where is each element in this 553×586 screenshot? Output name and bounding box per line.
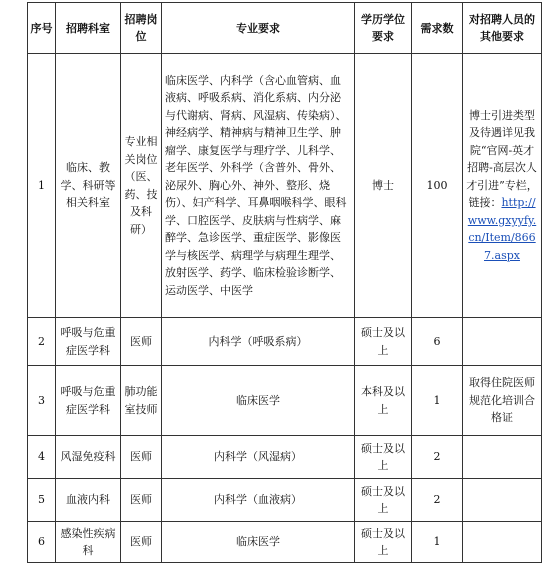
table-row — [28, 522, 542, 563]
cell-position: 医师 — [121, 522, 162, 563]
cell-seq: 3 — [28, 366, 56, 436]
cell-other — [463, 318, 542, 366]
header-education: 学历学位要求 — [355, 3, 412, 54]
table-row — [28, 436, 542, 479]
cell-dept: 感染性疾病科 — [56, 522, 121, 563]
cell-other — [463, 479, 542, 522]
cell-education: 本科及以上 — [355, 366, 412, 436]
header-position: 招聘岗位 — [121, 3, 162, 54]
cell-education: 硕士及以上 — [355, 318, 412, 366]
cell-dept: 风湿免疫科 — [56, 436, 121, 479]
cell-education: 硕士及以上 — [355, 436, 412, 479]
header-count: 需求数 — [412, 3, 463, 54]
cell-major: 内科学（呼吸系病） — [162, 318, 355, 366]
cell-position: 医师 — [121, 436, 162, 479]
cell-other — [463, 436, 542, 479]
cell-education: 博士 — [355, 54, 412, 318]
table-row — [28, 366, 542, 436]
cell-seq: 1 — [28, 54, 56, 318]
cell-dept: 临床、教学、科研等相关科室 — [56, 54, 121, 318]
recruitment-link[interactable]: http://www.gxyyfy.cn/Item/8667.aspx — [467, 196, 537, 262]
cell-dept: 血液内科 — [56, 479, 121, 522]
header-other: 对招聘人员的其他要求 — [463, 3, 542, 54]
cell-count: 2 — [412, 436, 463, 479]
cell-education: 硕士及以上 — [355, 522, 412, 563]
cell-dept: 呼吸与危重症医学科 — [56, 366, 121, 436]
table-row — [28, 54, 542, 318]
cell-position: 肺功能室技师 — [121, 366, 162, 436]
table-row — [28, 318, 542, 366]
cell-other: 取得住院医师规范化培训合格证 — [463, 366, 542, 436]
header-major: 专业要求 — [162, 3, 355, 54]
cell-count: 6 — [412, 318, 463, 366]
cell-education: 硕士及以上 — [355, 479, 412, 522]
cell-position: 专业相关岗位（医、药、技及科研） — [121, 54, 162, 318]
cell-major: 内科学（血液病） — [162, 479, 355, 522]
cell-dept: 呼吸与危重症医学科 — [56, 318, 121, 366]
cell-count: 1 — [412, 366, 463, 436]
recruitment-table-frame — [27, 2, 542, 563]
other-requirement-text: 博士引进类型及待遇详见我院“官网-英才招聘-高层次人才引进”专栏，链接： — [466, 108, 538, 210]
header-seq: 序号 — [28, 3, 56, 54]
cell-seq: 2 — [28, 318, 56, 366]
cell-major: 临床医学 — [162, 522, 355, 563]
cell-seq: 5 — [28, 479, 56, 522]
header-dept: 招聘科室 — [56, 3, 121, 54]
cell-position: 医师 — [121, 318, 162, 366]
table-row — [28, 479, 542, 522]
header-row — [28, 3, 542, 54]
cell-seq: 6 — [28, 522, 56, 563]
cell-other — [463, 54, 542, 318]
cell-seq: 4 — [28, 436, 56, 479]
cell-count: 100 — [412, 54, 463, 318]
cell-position: 医师 — [121, 479, 162, 522]
cell-count: 2 — [412, 479, 463, 522]
cell-other — [463, 522, 542, 563]
cell-major: 临床医学、内科学（含心血管病、血液病、呼吸系病、消化系病、内分泌与代谢病、肾病、风湿病、传染病）、神经病学、精神病与精神卫生学、肿瘤学、康复医学与理疗学、儿科学、老年医学、外科学（含普外、骨外、泌尿外、胸心外、神外、整形、烧伤）、妇产科学、耳鼻咽喉科学、眼科学、口腔医学、皮肤病与性病学、麻醉学、急诊医学、重症医学、影像医学与核医学、病理学与病理生理学、放射医学、药学、临床检验诊断学、运动医学、中医学 — [162, 54, 355, 318]
cell-major: 内科学（风湿病） — [162, 436, 355, 479]
cell-major: 临床医学 — [162, 366, 355, 436]
cell-count: 1 — [412, 522, 463, 563]
recruitment-table — [27, 2, 542, 563]
